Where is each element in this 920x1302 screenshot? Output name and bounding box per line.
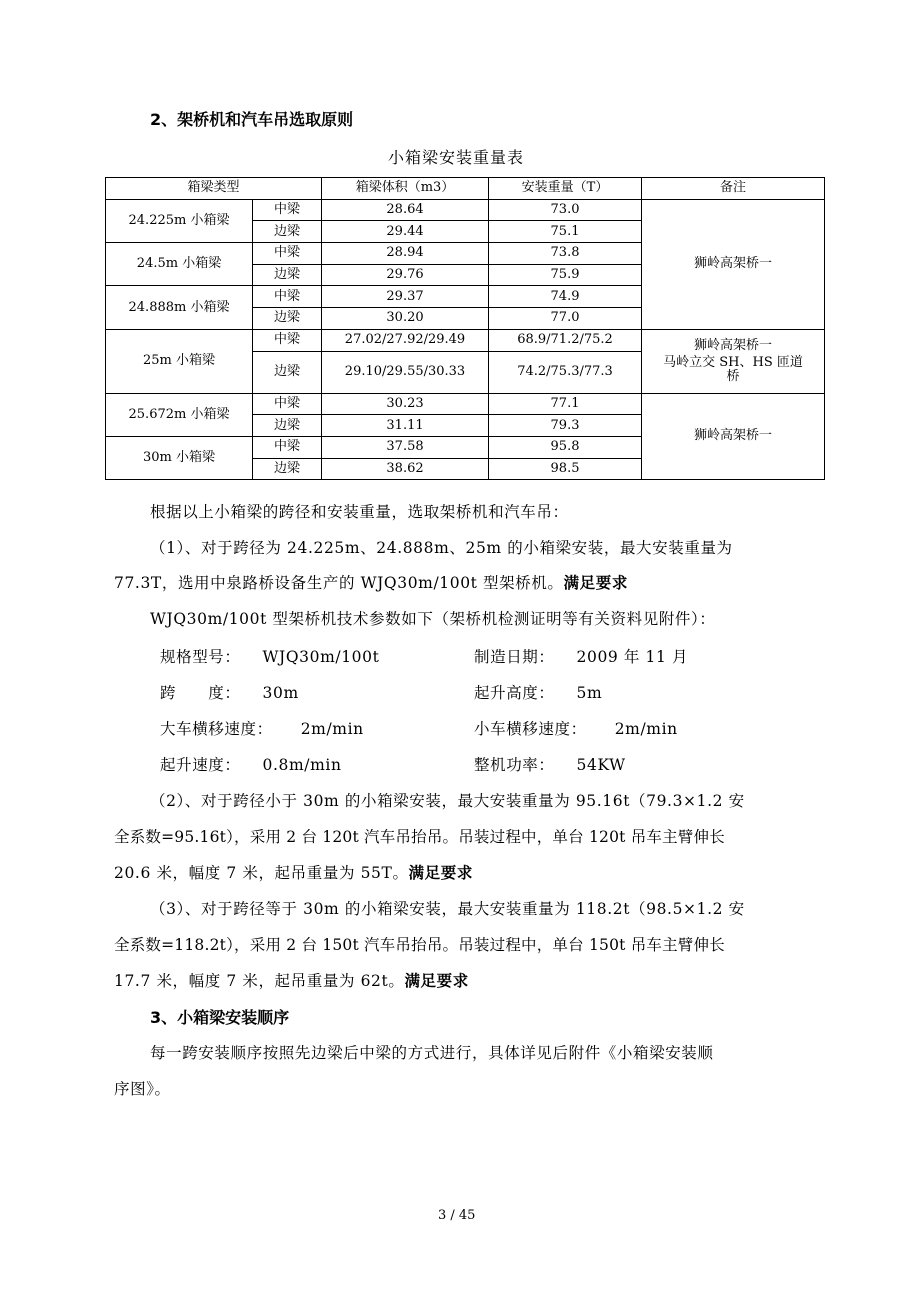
weight-cell: 74.2/75.3/77.3 <box>489 351 642 393</box>
volume-cell: 29.76 <box>322 264 489 286</box>
para4-line2: 序图》。 <box>114 1080 171 1098</box>
volume-cell: 29.44 <box>322 221 489 243</box>
spec-label: 起升高度： <box>474 684 555 702</box>
beam-type-cell: 24.225m 小箱梁 <box>106 199 253 242</box>
spec-value: 0.8m/min <box>262 756 342 774</box>
para2-line3 <box>114 861 473 883</box>
spec-value: 5m <box>576 684 603 702</box>
position-cell: 中梁 <box>253 243 322 265</box>
para2-line2: 全系数=95.16t），采用 2 台 120t 汽车吊抬吊。吊装过程中，单台 120t 吊车主臂伸长 <box>114 828 725 846</box>
beam-type-cell: 24.888m 小箱梁 <box>106 286 253 329</box>
table-caption: 小箱梁安装重量表 <box>388 148 525 167</box>
spec-date <box>474 645 688 667</box>
table-row <box>106 393 825 415</box>
para2-emphasis: 满足要求 <box>408 864 473 882</box>
spec-small-cart <box>474 717 678 739</box>
volume-cell: 37.58 <box>322 436 489 458</box>
spec-label: 制造日期： <box>474 648 555 666</box>
remark-line: 狮岭高架桥一 <box>694 337 773 353</box>
position-cell: 边梁 <box>253 415 322 437</box>
weight-cell: 95.8 <box>489 436 642 458</box>
spec-intro: WJQ30m/100t 型架桥机技术参数如下（架桥机检测证明等有关资料见附件）： <box>150 610 716 628</box>
remark-line: 桥 <box>726 368 740 384</box>
spec-big-cart <box>160 717 364 739</box>
para4-line1: 每一跨安装顺序按照先边梁后中梁的方式进行，具体详见后附件《小箱梁安装顺 <box>150 1044 714 1062</box>
beam-type-cell: 25.672m 小箱梁 <box>106 393 253 436</box>
para1-text: 77.3T，选用中泉路桥设备生产的 WJQ30m/100t 型架桥机。 <box>114 574 564 592</box>
weight-cell: 75.9 <box>489 264 642 286</box>
position-cell: 中梁 <box>253 436 322 458</box>
spec-label: 大车横移速度： <box>160 720 273 738</box>
para1-line1: （1）、对于跨径为 24.225m、24.888m、25m 的小箱梁安装，最大安装重量为 <box>150 539 733 557</box>
intro-paragraph: 根据以上小箱梁的跨径和安装重量，选取架桥机和汽车吊： <box>150 503 569 521</box>
remark-cell: 狮岭高架桥一 <box>642 393 825 480</box>
spec-value: WJQ30m/100t <box>262 648 380 666</box>
beam-type-cell: 30m 小箱梁 <box>106 436 253 479</box>
para2-line1: （2）、对于跨径小于 30m 的小箱梁安装，最大安装重量为 95.16t（79.3×1.2 安 <box>150 792 745 810</box>
volume-cell: 38.62 <box>322 458 489 480</box>
volume-cell: 28.64 <box>322 199 489 221</box>
table-header-row <box>106 178 825 200</box>
position-cell: 边梁 <box>253 308 322 330</box>
volume-cell: 28.94 <box>322 243 489 265</box>
table-row <box>106 199 825 221</box>
weight-cell: 68.9/71.2/75.2 <box>489 329 642 351</box>
spec-value: 30m <box>262 684 299 702</box>
section-3-heading: 3、小箱梁安装顺序 <box>150 1008 290 1027</box>
spec-power <box>474 753 626 775</box>
position-cell: 边梁 <box>253 264 322 286</box>
para1-emphasis: 满足要求 <box>563 574 628 592</box>
para3-line1: （3）、对于跨径等于 30m 的小箱梁安装，最大安装重量为 118.2t（98.5×1.2 安 <box>150 900 745 918</box>
para1-line2 <box>114 571 628 593</box>
remark-cell: 狮岭高架桥一 <box>642 199 825 329</box>
table-header: 安装重量（T） <box>489 178 642 200</box>
spec-model <box>160 645 379 667</box>
page-number: 3 / 45 <box>438 1208 476 1223</box>
weight-cell: 79.3 <box>489 415 642 437</box>
spec-value: 54KW <box>576 756 626 774</box>
spec-label: 规格型号： <box>160 648 241 666</box>
table-header: 箱梁体积（m3） <box>322 178 489 200</box>
volume-cell: 29.10/29.55/30.33 <box>322 351 489 393</box>
spec-lift-height <box>474 681 602 703</box>
spec-value: 2m/min <box>300 720 364 738</box>
weight-cell: 75.1 <box>489 221 642 243</box>
beam-type-cell: 25m 小箱梁 <box>106 329 253 393</box>
table-header: 箱梁类型 <box>106 178 322 200</box>
spec-label: 跨 度： <box>160 684 241 702</box>
para3-line2: 全系数=118.2t），采用 2 台 150t 汽车吊抬吊。吊装过程中，单台 150t 吊车主臂伸长 <box>114 936 725 954</box>
spec-lift-speed <box>160 753 342 775</box>
table-header: 备注 <box>642 178 825 200</box>
volume-cell: 27.02/27.92/29.49 <box>322 329 489 351</box>
spec-label: 起升速度： <box>160 756 241 774</box>
weight-cell: 73.0 <box>489 199 642 221</box>
spec-span <box>160 681 299 703</box>
spec-value: 2009 年 11 月 <box>576 648 689 666</box>
para3-emphasis: 满足要求 <box>404 972 469 990</box>
weight-cell: 98.5 <box>489 458 642 480</box>
volume-cell: 29.37 <box>322 286 489 308</box>
weight-table <box>105 177 825 480</box>
para2-text: 20.6 米，幅度 7 米，起吊重量为 55T。 <box>114 864 409 882</box>
position-cell: 中梁 <box>253 286 322 308</box>
position-cell: 边梁 <box>253 221 322 243</box>
position-cell: 中梁 <box>253 329 322 351</box>
volume-cell: 30.23 <box>322 393 489 415</box>
weight-cell: 77.0 <box>489 308 642 330</box>
spec-value: 2m/min <box>614 720 678 738</box>
position-cell: 中梁 <box>253 199 322 221</box>
remark-line: 马岭立交 SH、HS 匝道 <box>663 354 803 370</box>
spec-label: 小车横移速度： <box>474 720 587 738</box>
position-cell: 边梁 <box>253 351 322 393</box>
remark-cell <box>642 329 825 393</box>
volume-cell: 30.20 <box>322 308 489 330</box>
para3-text: 17.7 米，幅度 7 米，起吊重量为 62t。 <box>114 972 405 990</box>
weight-cell: 77.1 <box>489 393 642 415</box>
section-2-heading: 2、架桥机和汽车吊选取原则 <box>150 110 354 129</box>
volume-cell: 31.11 <box>322 415 489 437</box>
beam-type-cell: 24.5m 小箱梁 <box>106 243 253 286</box>
position-cell: 中梁 <box>253 393 322 415</box>
position-cell: 边梁 <box>253 458 322 480</box>
weight-cell: 73.8 <box>489 243 642 265</box>
table-row <box>106 329 825 351</box>
weight-cell: 74.9 <box>489 286 642 308</box>
para3-line3 <box>114 969 469 991</box>
spec-label: 整机功率： <box>474 756 555 774</box>
